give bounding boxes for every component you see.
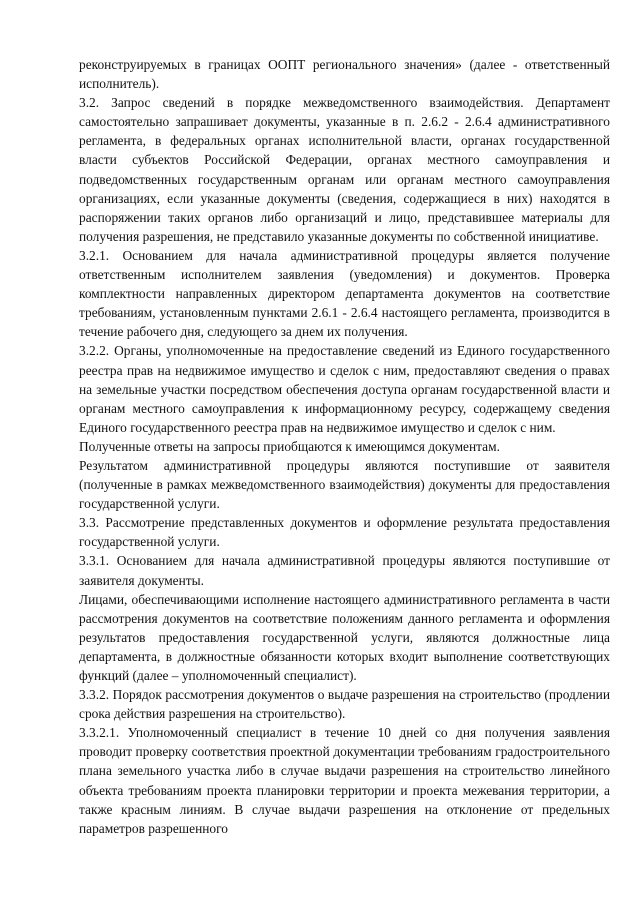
paragraph-5: Полученные ответы на запросы приобщаются к имеющимся документам. [79, 438, 500, 454]
paragraph-3: 3.2.1. Основанием для начала административной процедуры является получение ответственным исполнителем заявления (уведомления) и документов. Проверка комплектности направленных директором департамента документов на соответствие требованиям, установленным пунктами 2.6.1 - 2.6.4 настоящего регламента, производится в течение рабочего дня, следующего за днем их получения. [79, 247, 610, 340]
paragraph-4: 3.2.2. Органы, уполномоченные на предоставление сведений из Единого государственного реестра прав на недвижимое имущество и сделок с ним, предоставляют сведения о правах на земельные участки посредством обеспечения доступа органам государственной власти и органам местного самоуправления к информационному ресурсу, содержащему сведения Единого государственного реестра прав на недвижимое имущество и сделок с ним. [79, 343, 610, 435]
paragraph-10: 3.3.2. Порядок рассмотрения документов о выдаче разрешения на строительство (продлении срока действия разрешения на строительство). [79, 687, 610, 722]
paragraph-11: 3.3.2.1. Уполномоченный специалист в течение 10 дней со дня получения заявления проводит проверку соответствия проектной документации требованиям градостроительного плана земельного участка либо в случае выдачи разрешения на строительство линейного объекта требованиям проекта планировки территории и проекта межевания территории, а также красным линиям. В случае выдачи разрешения на отклонение от предельных параметров разрешенного [79, 725, 610, 836]
paragraph-7: 3.3. Рассмотрение представленных документов и оформление результата предоставления государственной услуги. [79, 515, 610, 550]
paragraph-2: 3.2. Запрос сведений в порядке межведомственного взаимодействия. Департамент самостоятельно запрашивает документы, указанные в п. 2.6.2 - 2.6.4 административного регламента, в федеральных органах исполнительной власти, органах государственной власти субъектов Российской Федерации, органах местного самоуправления и подведомственных государственным органам или органам местного самоуправления организациях, если указанные документы (сведения, содержащиеся в них) находятся в распоряжении таких органов либо организаций и лицо, представившее материалы для получения разрешения, не представило указанные документы по собственной инициативе. [79, 95, 610, 244]
paragraph-1: реконструируемых в границах ООПТ регионального значения» (далее - ответственный исполнитель). [79, 57, 610, 92]
paragraph-9: Лицами, обеспечивающими исполнение настоящего административного регламента в части рассмотрения документов на соответствие положениям данного регламента и оформления результатов предоставления государственной услуги, являются должностные лица департамента, в должностные обязанности которых входит выполнение соответствующих функций (далее – уполномоченный специалист). [79, 591, 610, 683]
paragraph-8: 3.3.1. Основанием для начала административной процедуры являются поступившие от заявителя документы. [79, 553, 610, 588]
paragraph-6: Результатом административной процедуры являются поступившие от заявителя (полученные в рамках межведомственного взаимодействия) документы для предоставления государственной услуги. [79, 457, 610, 512]
document-page [79, 55, 610, 838]
